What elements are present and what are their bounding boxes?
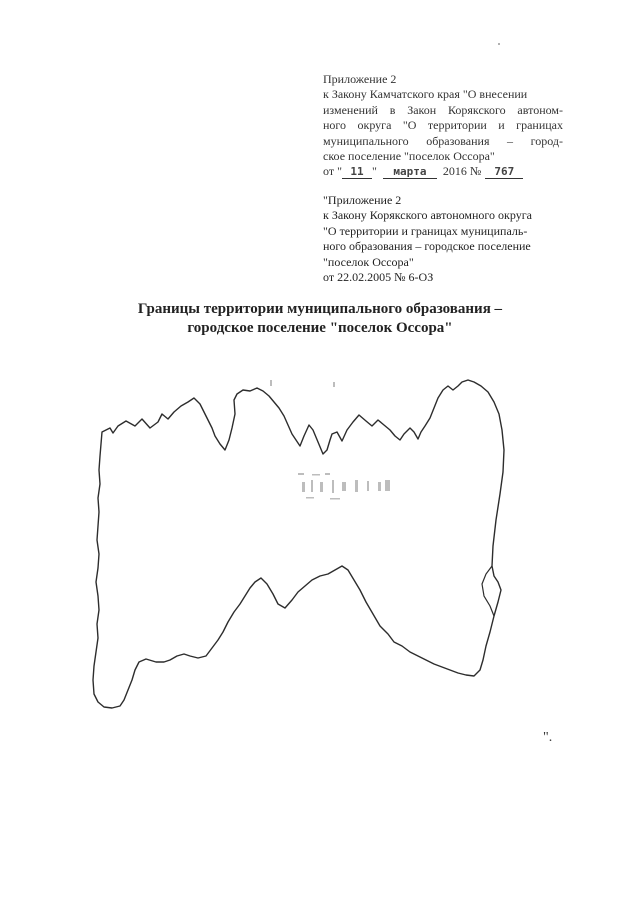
annex-date-line [323, 164, 563, 179]
page-title [60, 300, 580, 338]
annex-amending-law [323, 72, 563, 180]
date-quote: " [371, 164, 377, 179]
annex-heading: "Приложение 2 [323, 193, 402, 207]
annex-line: от 22.02.2005 № 6-ОЗ [323, 270, 434, 285]
annex-line: ское поселение "поселок Оссора" [323, 149, 495, 164]
title-line: Границы территории муниципального образования – [137, 301, 503, 317]
annex-line: "поселок Оссора" [323, 254, 414, 269]
date-month-field: марта [383, 166, 437, 179]
document-number-field: 767 [485, 166, 523, 179]
annex-heading: Приложение 2 [323, 72, 397, 86]
date-year: 2016 № [442, 164, 482, 179]
annex-line: ного образования – городское поселение [323, 239, 531, 254]
title-line: городское поселение "поселок Оссора" [187, 320, 453, 336]
boundary-map [80, 370, 520, 720]
annex-line: муниципального образования – город- [323, 133, 563, 148]
annex-line: изменений в Закон Корякского автоном- [323, 102, 563, 117]
annex-line: ного округа "О территории и границах [323, 118, 563, 133]
annex-line: к Закону Корякского автономного округа [323, 208, 532, 223]
annex-line: к Закону Камчатского края "О внесении [323, 87, 528, 102]
municipal-boundary [93, 380, 504, 708]
date-day-field: 11 [342, 166, 372, 179]
annex-line: "О территории и границах муниципаль- [323, 223, 528, 238]
annex-original-law [323, 193, 563, 285]
closing-quote-mark: ". [543, 730, 553, 745]
scan-speck [498, 43, 500, 45]
inner-boundary-segment [482, 566, 494, 616]
date-prefix: от " [323, 164, 342, 179]
